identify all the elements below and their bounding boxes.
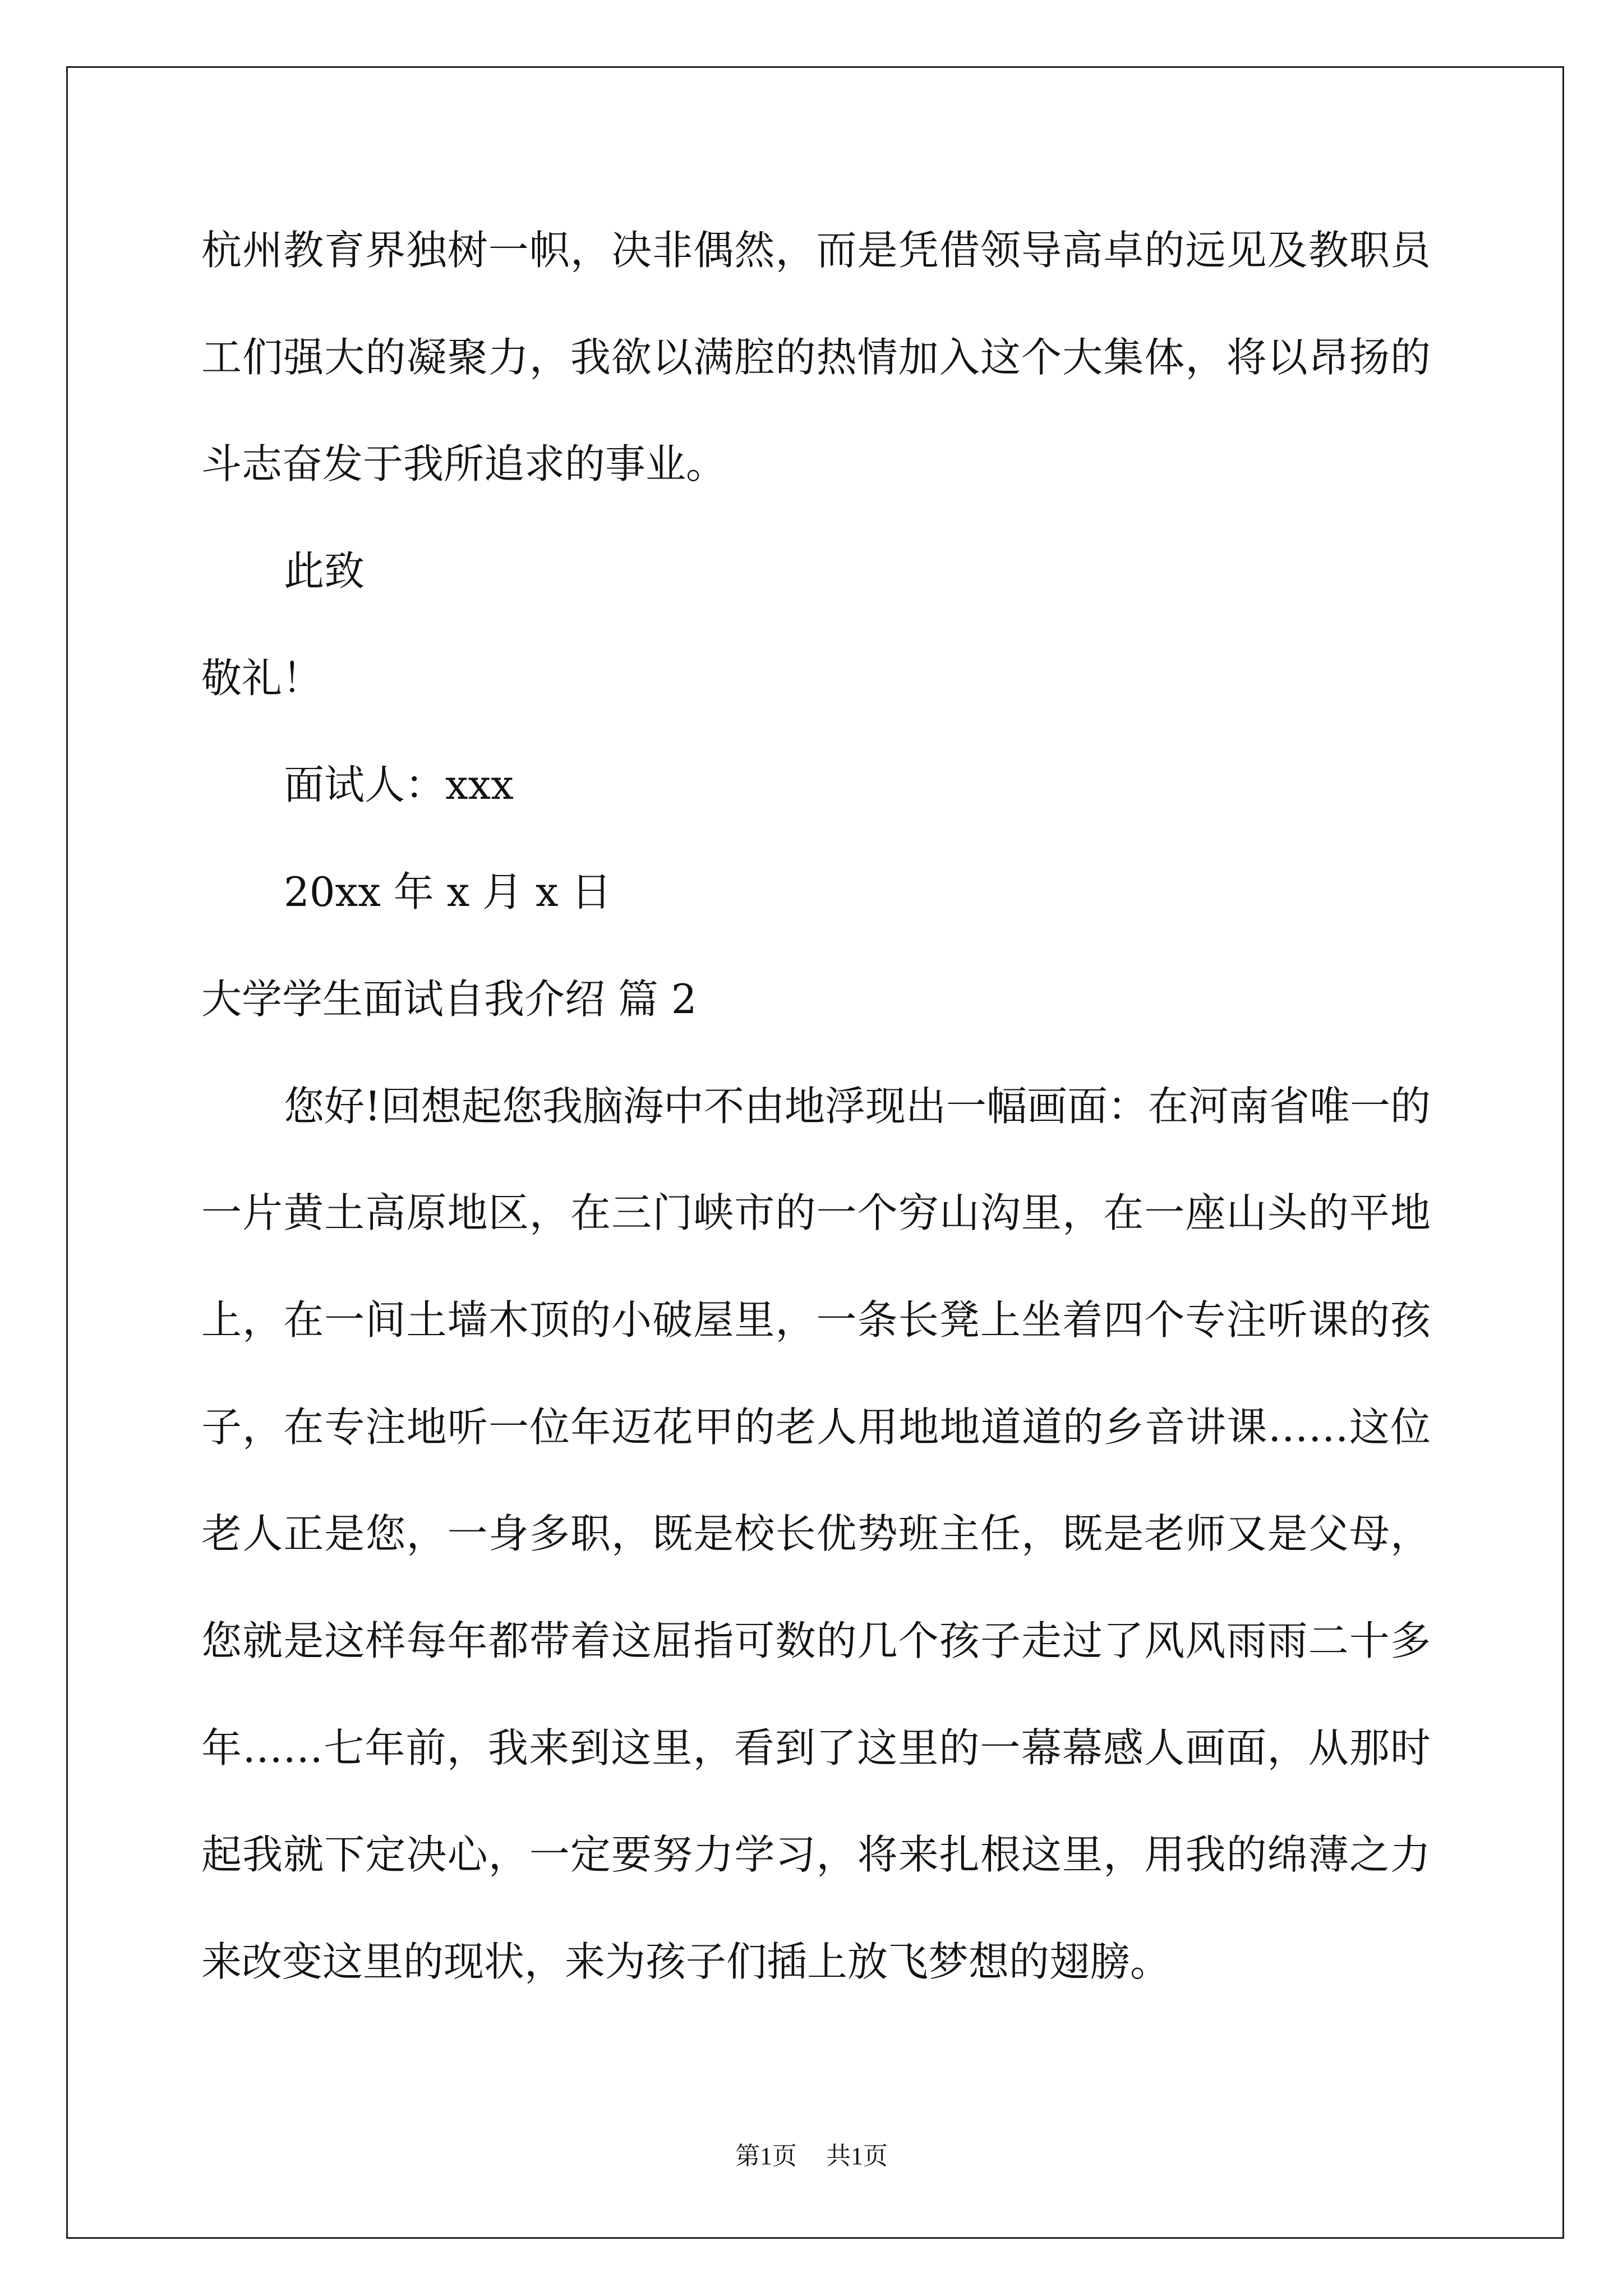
paragraph-line: 杭州教育界独树一帜，决非偶然，而是凭借领导高卓的远见及教职员 [201, 227, 1431, 274]
paragraph-line: 斗志奋发于我所追求的事业。 [201, 440, 727, 488]
paragraph-line: 来改变这里的现状，来为孩子们插上放飞梦想的翅膀。 [201, 1938, 1171, 1985]
page-footer [0, 2140, 1623, 2173]
total-pages-label: 共1页 [826, 2142, 888, 2170]
paragraph-line: 上，在一间土墙木顶的小破屋里，一条长凳上坐着四个专注听课的孩 [201, 1296, 1431, 1343]
paragraph-line: 您好!回想起您我脑海中不由地浮现出一幅画面：在河南省唯一的 [284, 1082, 1431, 1130]
paragraph-line: 您就是这样每年都带着这屈指可数的几个孩子走过了风风雨雨二十多 [201, 1617, 1431, 1664]
paragraph-line: 工们强大的凝聚力，我欲以满腔的热情加入这个大集体，将以昂扬的 [201, 333, 1431, 381]
letter-date: 20xx 年 x 月 x 日 [284, 868, 612, 916]
letter-signature: 面试人：xxx [284, 761, 514, 809]
paragraph-line: 子，在专注地听一位年迈花甲的老人用地地道道的乡音讲课……这位 [201, 1403, 1431, 1451]
paragraph-line: 老人正是您，一身多职，既是校长优势班主任，既是老师又是父母， [201, 1510, 1431, 1558]
paragraph-line: 起我就下定决心，一定要努力学习，将来扎根这里，用我的绵薄之力 [201, 1831, 1431, 1879]
document-body [201, 197, 1431, 2016]
section-heading: 大学学生面试自我介绍 篇 2 [201, 975, 697, 1023]
paragraph-line: 一片黄土高原地区，在三门峡市的一个穷山沟里，在一座山头的平地 [201, 1189, 1431, 1237]
letter-salutation: 敬礼！ [201, 654, 323, 702]
paragraph-line: 年……七年前，我来到这里，看到了这里的一幕幕感人画面，从那时 [201, 1724, 1431, 1772]
letter-closing: 此致 [284, 547, 365, 595]
current-page-label: 第1页 [735, 2142, 797, 2170]
